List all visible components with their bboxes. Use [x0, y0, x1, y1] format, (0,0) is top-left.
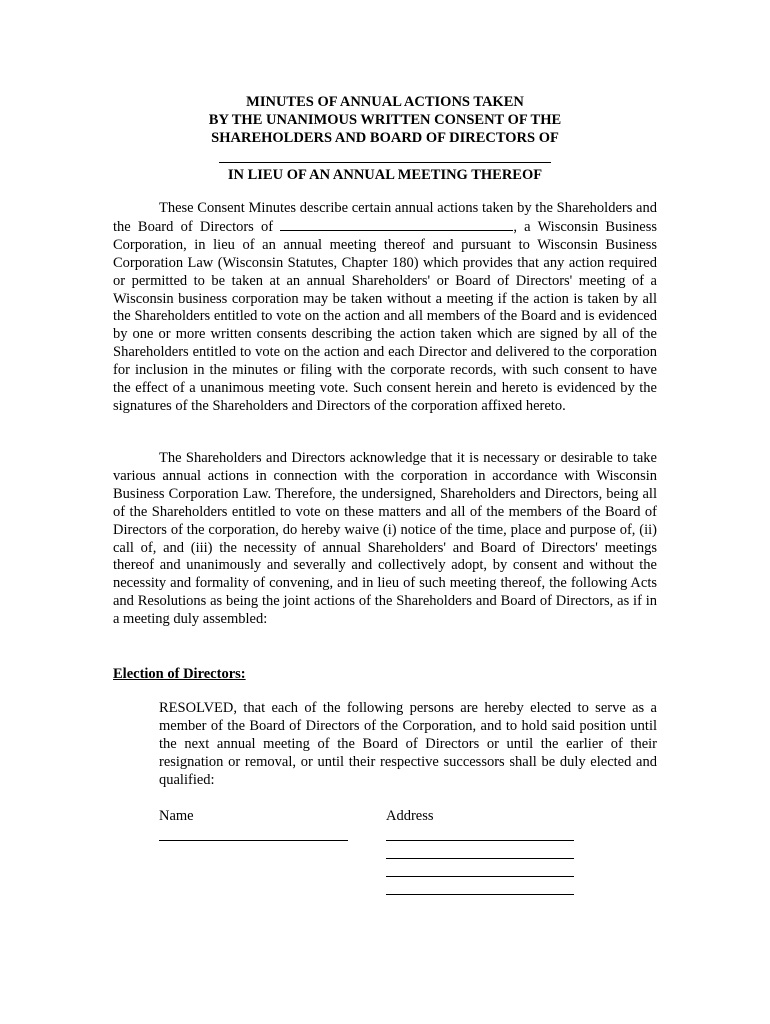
title-line-1: MINUTES OF ANNUAL ACTIONS TAKEN	[246, 94, 524, 110]
address-column-label: Address	[386, 808, 434, 824]
address-line[interactable]	[386, 894, 574, 895]
consent-paragraph	[113, 200, 657, 416]
name-line[interactable]	[159, 840, 348, 841]
consent-paragraph-start: These Consent Minutes describe certain annual actions taken by the Shareholders and the Board of Directors of	[113, 200, 657, 235]
resolved-paragraph: RESOLVED, that each of the following persons are hereby elected to serve as a member of the Board of Directors of the Corporation, and to hold said position until the next annual meeting of the Board of Directors or until the earlier of their resignation or removal, or until their respective successors shall be duly elected and qualified:	[159, 700, 657, 788]
corporation-name-inline-blank[interactable]	[280, 218, 513, 231]
document-title	[113, 93, 657, 147]
address-line[interactable]	[386, 840, 574, 841]
title-line-2: BY THE UNANIMOUS WRITTEN CONSENT OF THE	[208, 112, 562, 128]
acknowledgement-paragraph: The Shareholders and Directors acknowledge that it is necessary or desirable to take various annual actions in connection with the corporation in accordance with Wisconsin Business Corporation Law. Therefore, the undersigned, Shareholders and Directors, being all of the Shareholders entitled to vote on these matters and all of the members of the Board of Directors of the corporation, do hereby waive (i) notice of the time, place and purpose of, (ii) call of, and (iii) the necessity of annual Shareholders' and Board of Directors' meetings thereof and unanimously and severally and collectively adopt, by consent and without the necessity and formality of convening, and in lieu of such meeting thereof, the following Acts and Resolutions as being the joint actions of the Shareholders and Board of Directors, as if in a meeting duly assembled:	[113, 450, 657, 628]
address-line[interactable]	[386, 876, 574, 877]
title-line-3: SHAREHOLDERS AND BOARD OF DIRECTORS OF	[211, 130, 559, 146]
address-line[interactable]	[386, 858, 574, 859]
name-column-label: Name	[159, 808, 194, 824]
section-heading: Election of Directors:	[113, 666, 246, 682]
consent-paragraph-rest: , a Wisconsin Business Corporation, in lieu of an annual meeting thereof and pursuant to Wisconsin Business Corporation Law (Wisconsin Statutes, Chapter 180) which provides that any action required or permitted to be taken at an annual Shareholders' or Board of Directors' meeting of a Wisconsin business corporation may be taken without a meeting if the action is taken by all the Shareholders entitled to vote on the action and all members of the Board and is evidenced by one or more written consents describing the action taken which are signed by all of the Shareholders entitled to vote on the action and each Director and delivered to the corporation for inclusion in the minutes or filing with the corporate records, with such consent to have the effect of a unanimous meeting vote. Such consent herein and hereto is evidenced by the signatures of the Shareholders and Directors of the corporation affixed hereto.	[113, 218, 657, 414]
corporation-name-blank[interactable]	[219, 162, 551, 163]
document-subtitle: IN LIEU OF AN ANNUAL MEETING THEREOF	[227, 167, 543, 183]
